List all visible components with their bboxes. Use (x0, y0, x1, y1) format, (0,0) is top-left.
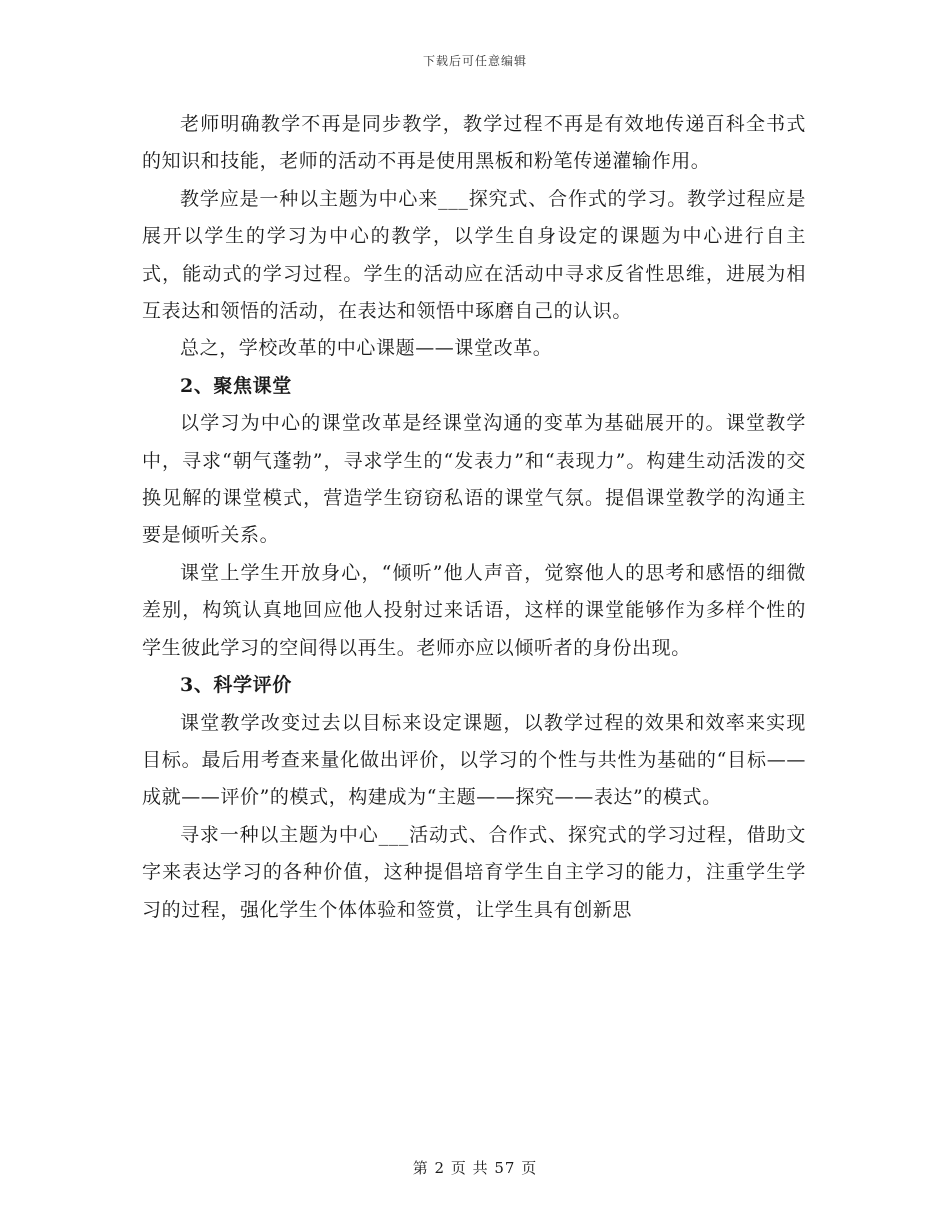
paragraph-2: 教学应是一种以主题为中心来___探究式、合作式的学习。教学过程应是展开以学生的学习为中心的教学，以学生自身设定的课题为中心进行自主式，能动式的学习过程。学生的活动应在活动中寻求反省性思维，进展为相互表达和领悟的活动，在表达和领悟中琢磨自己的认识。 (142, 187, 806, 323)
page-number: 第 2 页 共 57 页 (412, 1159, 538, 1177)
paragraph-6: 课堂教学改变过去以目标来设定课题，以教学过程的效果和效率来实现目标。最后用考查来量化做出评价，以学习的个性与共性为基础的“目标——成就——评价”的模式，构建成为“主题——探究——表达”的模式。 (142, 711, 806, 809)
section-heading-2: 2、聚焦课堂 (180, 374, 292, 397)
paragraph-7: 寻求一种以主题为中心___活动式、合作式、探究式的学习过程，借助文字来表达学习的各种价值，这种提倡培育学生自主学习的能力，注重学生学习的过程，强化学生个体体验和签赏，让学生具有创新思 (142, 823, 806, 921)
paragraph-4: 以学习为中心的课堂改革是经课堂沟通的变革为基础展开的。课堂教学中，寻求“朝气蓬勃”，寻求学生的“发表力”和“表现力”。构建生动活泼的交换见解的课堂模式，营造学生窃窃私语的课堂气氛。提倡课堂教学的沟通主要是倾听关系。 (142, 412, 806, 547)
page-header: 下载后可任意编辑 (422, 54, 527, 68)
paragraph-1: 老师明确教学不再是同步教学，教学过程不再是有效地传递百科全书式的知识和技能，老师的活动不再是使用黑板和粉笔传递灌输作用。 (142, 113, 806, 173)
paragraph-5: 课堂上学生开放身心，“倾听”他人声音，觉察他人的思考和感悟的细微差别，构筑认真地回应他人投射过来话语，这样的课堂能够作为多样个性的学生彼此学习的空间得以再生。老师亦应以倾听者的身份出现。 (142, 561, 806, 659)
section-heading-3: 3、科学评价 (180, 674, 292, 697)
document-body (142, 106, 806, 929)
paragraph-3: 总之，学校改革的中心课题——课堂改革。 (180, 337, 553, 360)
